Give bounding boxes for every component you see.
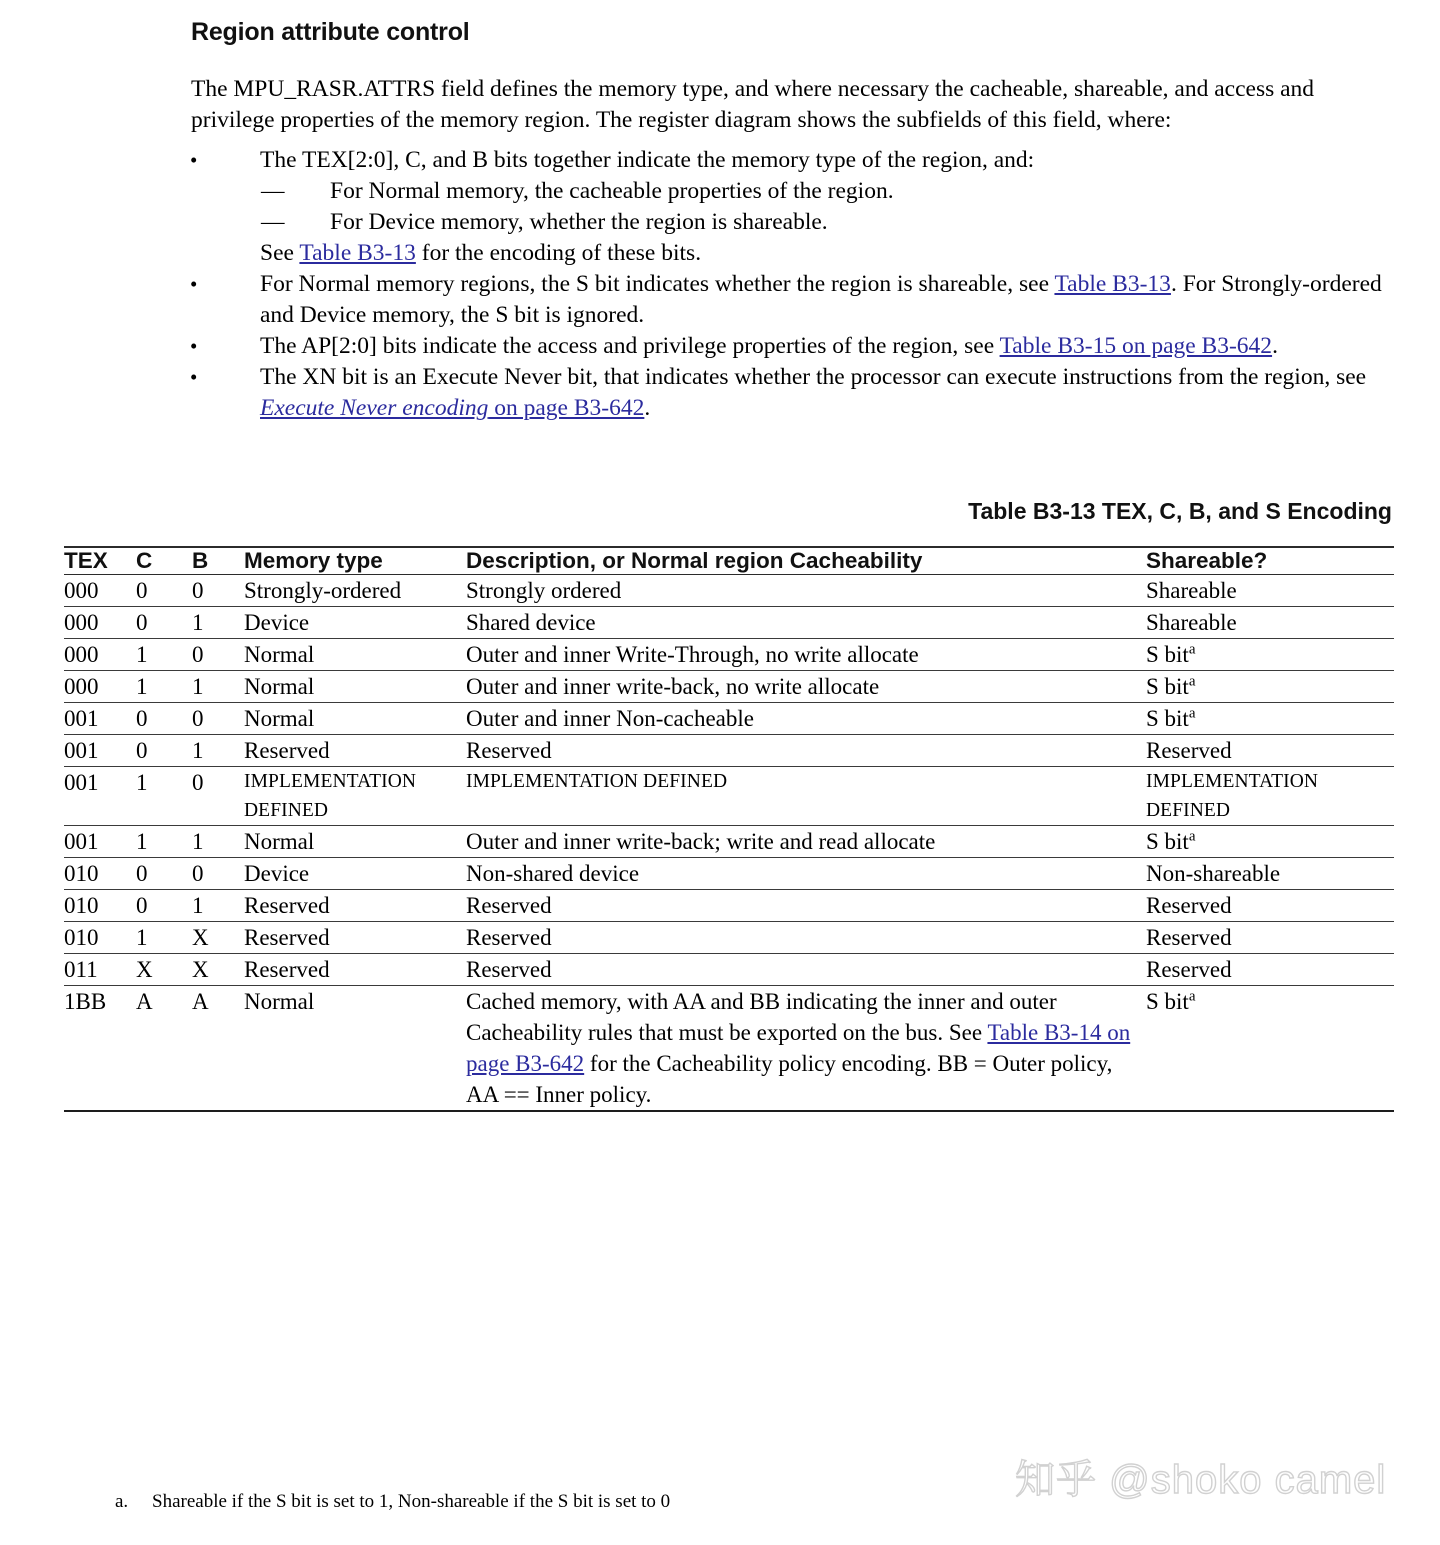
cell-b: 1 bbox=[192, 826, 244, 858]
cell-tex: 000 bbox=[64, 639, 136, 671]
cell-c: X bbox=[136, 954, 192, 986]
table-row bbox=[64, 767, 1394, 826]
cell-memory-type: Reserved bbox=[244, 954, 466, 986]
cell-memory-type: Reserved bbox=[244, 922, 466, 954]
dash-marker: — bbox=[261, 209, 285, 235]
column-header-c: C bbox=[136, 547, 192, 575]
see-reference-line bbox=[0, 238, 1440, 269]
footnote-marker: a. bbox=[115, 1491, 129, 1512]
table-row bbox=[64, 986, 1394, 1112]
list-item bbox=[0, 269, 1440, 331]
cell-b: X bbox=[192, 954, 244, 986]
table-row bbox=[64, 954, 1394, 986]
cell-description: IMPLEMENTATION DEFINED bbox=[466, 767, 1146, 826]
cell-description: Reserved bbox=[466, 954, 1146, 986]
text-after-link: . For Strongly-ordered and Device memory, the S bit is ignored. bbox=[260, 271, 1382, 328]
cell-description: Reserved bbox=[466, 890, 1146, 922]
cell-b: 1 bbox=[192, 607, 244, 639]
cell-tex: 1BB bbox=[64, 986, 136, 1112]
cell-shareable: Non-shareable bbox=[1146, 858, 1394, 890]
cell-description bbox=[466, 986, 1146, 1112]
cell-c: 1 bbox=[136, 922, 192, 954]
cell-memory-type: Strongly-ordered bbox=[244, 575, 466, 607]
column-header-description: Description, or Normal region Cacheability bbox=[466, 547, 1146, 575]
text-after-link: for the encoding of these bits. bbox=[415, 240, 702, 266]
cell-c: 0 bbox=[136, 735, 192, 767]
cell-memory-type: Reserved bbox=[244, 735, 466, 767]
footnote-ref: a bbox=[1188, 673, 1196, 690]
cell-b: 0 bbox=[192, 703, 244, 735]
footnote-ref: a bbox=[1188, 641, 1196, 658]
cell-shareable: Reserved bbox=[1146, 954, 1394, 986]
cell-c: A bbox=[136, 986, 192, 1112]
list-item bbox=[0, 145, 1440, 176]
cell-tex: 001 bbox=[64, 703, 136, 735]
text-after-link: . bbox=[1272, 333, 1278, 359]
table-b3-13 bbox=[64, 546, 1394, 1112]
intro-paragraph: The MPU_RASR.ATTRS field defines the memory type, and where necessary the cacheable, shareable, and access and privilege properties of the memory region. The register diagram shows the subfields of this field, where: bbox=[191, 76, 1315, 133]
cell-memory-type: Normal bbox=[244, 986, 466, 1112]
cell-b: 0 bbox=[192, 858, 244, 890]
dash-marker: — bbox=[261, 178, 285, 204]
cell-shareable: S bit$^a$ bbox=[1146, 639, 1394, 671]
list-item bbox=[0, 207, 1440, 238]
footnote-text: Shareable if the S bit is set to 1, Non-shareable if the S bit is set to 0 bbox=[152, 1491, 671, 1512]
cell-shareable: S bit$^a$ bbox=[1146, 826, 1394, 858]
cell-b: 0 bbox=[192, 767, 244, 826]
column-header-shareable: Shareable? bbox=[1146, 547, 1394, 575]
desc-text-after-link: for the Cacheability policy encoding. BB = Outer policy, AA == Inner policy. bbox=[466, 1051, 1113, 1107]
cell-c: 1 bbox=[136, 639, 192, 671]
link-table-b3-13[interactable]: Table B3-13 bbox=[299, 240, 416, 266]
bullet-marker: • bbox=[190, 148, 198, 172]
watermark: 知乎 @shoko camel bbox=[1015, 1458, 1387, 1502]
cell-description: Reserved bbox=[466, 922, 1146, 954]
cell-description: Outer and inner Non-cacheable bbox=[466, 703, 1146, 735]
list-item-text: For Device memory, whether the region is shareable. bbox=[330, 209, 828, 235]
cell-memory-type: Device bbox=[244, 607, 466, 639]
cell-c: 0 bbox=[136, 607, 192, 639]
table-row bbox=[64, 575, 1394, 607]
bullet-list bbox=[0, 145, 1440, 424]
page-title: Region attribute control bbox=[191, 18, 470, 46]
cell-b: X bbox=[192, 922, 244, 954]
cell-tex: 001 bbox=[64, 767, 136, 826]
table-row bbox=[64, 922, 1394, 954]
cell-memory-type: Normal bbox=[244, 826, 466, 858]
cell-shareable: S bit$^a$ bbox=[1146, 703, 1394, 735]
cell-description: Reserved bbox=[466, 735, 1146, 767]
bullet-marker: • bbox=[190, 334, 198, 358]
column-header-tex: TEX bbox=[64, 547, 136, 575]
cell-b: 0 bbox=[192, 575, 244, 607]
cell-tex: 001 bbox=[64, 826, 136, 858]
text-after-link: . bbox=[644, 395, 651, 421]
cell-description: Outer and inner write-back, no write allocate bbox=[466, 671, 1146, 703]
cell-shareable: Reserved bbox=[1146, 890, 1394, 922]
cell-shareable: Shareable bbox=[1146, 607, 1394, 639]
cell-shareable: Reserved bbox=[1146, 735, 1394, 767]
table-row bbox=[64, 703, 1394, 735]
link-execute-never-encoding[interactable]: Execute Never encoding bbox=[260, 395, 489, 421]
footnote-ref: a bbox=[1188, 828, 1196, 845]
cell-tex: 000 bbox=[64, 607, 136, 639]
cell-tex: 001 bbox=[64, 735, 136, 767]
cell-c: 0 bbox=[136, 703, 192, 735]
cell-c: 1 bbox=[136, 767, 192, 826]
cell-tex: 010 bbox=[64, 858, 136, 890]
table-row bbox=[64, 826, 1394, 858]
cell-description: Outer and inner Write-Through, no write allocate bbox=[466, 639, 1146, 671]
link-table-b3-13[interactable]: Table B3-13 bbox=[1054, 271, 1171, 297]
table-row bbox=[64, 858, 1394, 890]
list-item-text: The TEX[2:0], C, and B bits together indicate the memory type of the region, and: bbox=[260, 147, 1035, 173]
cell-b: 1 bbox=[192, 735, 244, 767]
link-table-b3-14[interactable]: Table B3-14 on page B3-642 bbox=[466, 1020, 1131, 1076]
column-header-b: B bbox=[192, 547, 244, 575]
cell-description: Outer and inner write-back; write and read allocate bbox=[466, 826, 1146, 858]
cell-memory-type: Normal bbox=[244, 703, 466, 735]
table-row bbox=[64, 890, 1394, 922]
cell-tex: 010 bbox=[64, 890, 136, 922]
cell-memory-type: Normal bbox=[244, 671, 466, 703]
desc-text-before-link: Cached memory, with AA and BB indicating the inner and outer Cacheability rules that must be exported on the bus. See bbox=[466, 989, 1057, 1045]
list-item-text: For Normal memory, the cacheable properties of the region. bbox=[330, 178, 894, 204]
cell-shareable: S bit$^a$ bbox=[1146, 671, 1394, 703]
cell-memory-type: Device bbox=[244, 858, 466, 890]
cell-b: 0 bbox=[192, 639, 244, 671]
cell-shareable: Shareable bbox=[1146, 575, 1394, 607]
cell-shareable: Reserved bbox=[1146, 922, 1394, 954]
cell-memory-type: Normal bbox=[244, 639, 466, 671]
bullet-marker: • bbox=[190, 272, 198, 296]
link-execute-never-page[interactable]: on page B3-642 bbox=[488, 395, 645, 421]
cell-c: 0 bbox=[136, 890, 192, 922]
table-caption: Table B3-13 TEX, C, B, and S Encoding bbox=[968, 498, 1392, 524]
cell-c: 0 bbox=[136, 858, 192, 890]
table-header-row bbox=[64, 547, 1394, 575]
text-before-link: See bbox=[260, 240, 300, 266]
cell-shareable: IMPLEMENTATION DEFINED bbox=[1146, 767, 1394, 826]
cell-description: Non-shared device bbox=[466, 858, 1146, 890]
column-header-memory-type: Memory type bbox=[244, 547, 466, 575]
cell-memory-type: Reserved bbox=[244, 890, 466, 922]
cell-tex: 011 bbox=[64, 954, 136, 986]
cell-tex: 000 bbox=[64, 575, 136, 607]
cell-b: 1 bbox=[192, 890, 244, 922]
cell-b: A bbox=[192, 986, 244, 1112]
cell-tex: 010 bbox=[64, 922, 136, 954]
table-row bbox=[64, 671, 1394, 703]
cell-shareable: S bit$^a$ bbox=[1146, 986, 1394, 1112]
cell-memory-type: IMPLEMENTATION DEFINED bbox=[244, 767, 466, 826]
table-row bbox=[64, 735, 1394, 767]
cell-c: 1 bbox=[136, 826, 192, 858]
bullet-marker: • bbox=[190, 365, 198, 389]
cell-c: 0 bbox=[136, 575, 192, 607]
text-before-link: The AP[2:0] bits indicate the access and privilege properties of the region, see bbox=[260, 333, 1000, 359]
cell-b: 1 bbox=[192, 671, 244, 703]
list-item bbox=[0, 362, 1440, 424]
list-item bbox=[0, 331, 1440, 362]
list-item bbox=[0, 176, 1440, 207]
cell-description: Shared device bbox=[466, 607, 1146, 639]
text-before-link: The XN bit is an Execute Never bit, that indicates whether the processor can execute instructions from the region, see bbox=[260, 364, 1367, 390]
footnote-ref: a bbox=[1188, 988, 1196, 1005]
table-row bbox=[64, 607, 1394, 639]
link-table-b3-15[interactable]: Table B3-15 on page B3-642 bbox=[999, 333, 1273, 359]
table-row bbox=[64, 639, 1394, 671]
footnote-ref: a bbox=[1188, 705, 1196, 722]
text-before-link: For Normal memory regions, the S bit indicates whether the region is shareable, see bbox=[260, 271, 1055, 297]
cell-tex: 000 bbox=[64, 671, 136, 703]
cell-description: Strongly ordered bbox=[466, 575, 1146, 607]
cell-c: 1 bbox=[136, 671, 192, 703]
